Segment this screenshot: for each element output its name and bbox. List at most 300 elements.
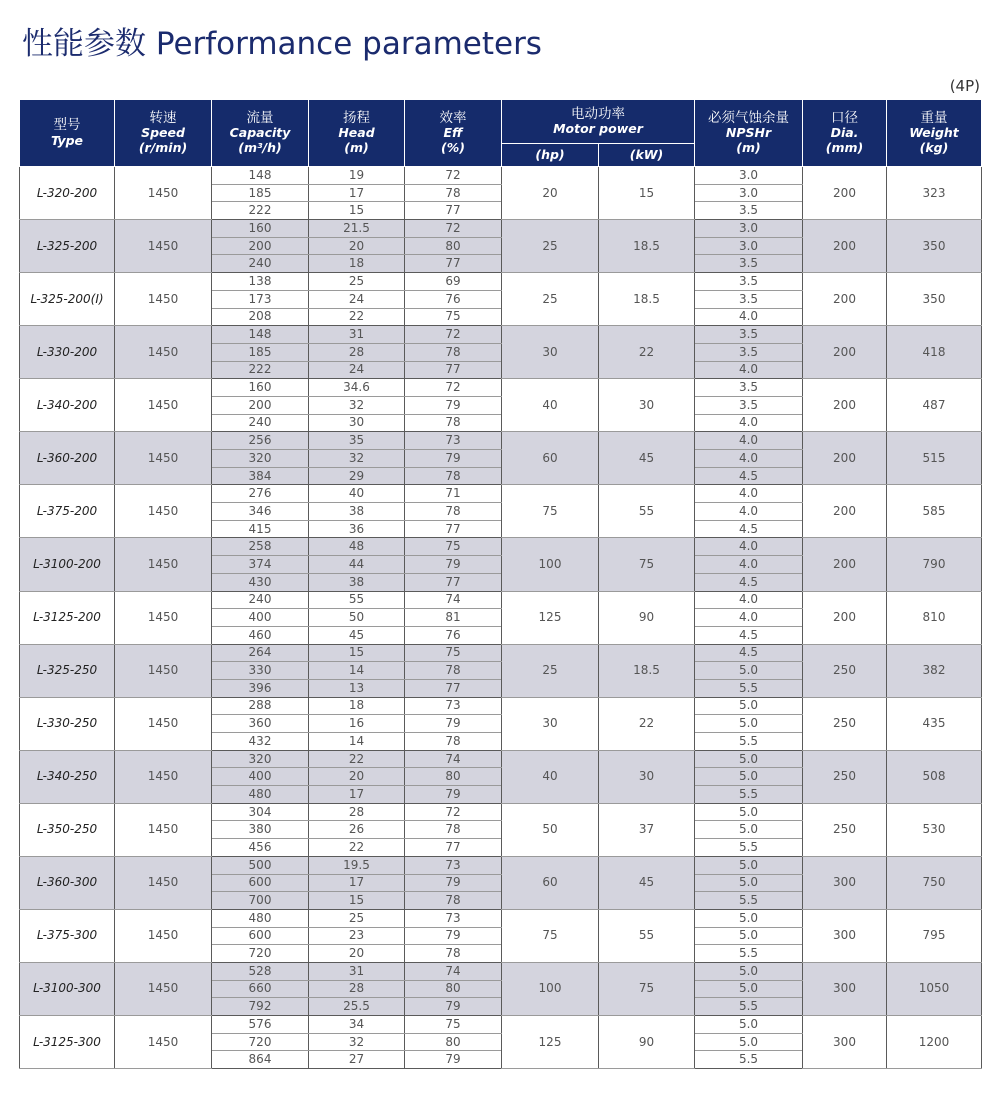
cell-npshr: 5.5 <box>695 733 803 751</box>
cell-head: 50 <box>309 609 405 627</box>
cell-head: 19 <box>309 167 405 185</box>
cell-eff: 74 <box>405 962 502 980</box>
cell-type: L-325-200 <box>20 220 115 273</box>
cell-type: L-360-300 <box>20 856 115 909</box>
unit-note: (4P) <box>949 77 980 95</box>
cell-head: 22 <box>309 839 405 857</box>
cell-npshr: 3.5 <box>695 326 803 344</box>
cell-capacity: 384 <box>212 467 309 485</box>
cell-capacity: 173 <box>212 290 309 308</box>
cell-head: 35 <box>309 432 405 450</box>
cell-speed: 1450 <box>115 220 212 273</box>
cell-motor-kw: 45 <box>599 856 695 909</box>
cell-motor-kw: 30 <box>599 379 695 432</box>
cell-speed: 1450 <box>115 326 212 379</box>
cell-npshr: 5.0 <box>695 1033 803 1051</box>
cell-npshr: 4.5 <box>695 573 803 591</box>
cell-eff: 72 <box>405 379 502 397</box>
cell-head: 24 <box>309 290 405 308</box>
cell-motor-kw: 37 <box>599 803 695 856</box>
cell-eff: 75 <box>405 1016 502 1034</box>
cell-capacity: 660 <box>212 980 309 998</box>
cell-capacity: 160 <box>212 379 309 397</box>
cell-eff: 80 <box>405 980 502 998</box>
cell-head: 14 <box>309 733 405 751</box>
cell-head: 31 <box>309 962 405 980</box>
table-row <box>20 273 982 291</box>
cell-type: L-340-200 <box>20 379 115 432</box>
cell-capacity: 380 <box>212 821 309 839</box>
cell-head: 28 <box>309 980 405 998</box>
cell-speed: 1450 <box>115 1016 212 1069</box>
cell-motor-kw: 30 <box>599 750 695 803</box>
cell-head: 16 <box>309 715 405 733</box>
cell-eff: 78 <box>405 343 502 361</box>
table-row <box>20 750 982 768</box>
cell-weight: 435 <box>887 697 982 750</box>
cell-head: 22 <box>309 308 405 326</box>
cell-capacity: 320 <box>212 750 309 768</box>
cell-eff: 75 <box>405 308 502 326</box>
header-weight: 重量 Weight (kg) <box>887 100 982 167</box>
cell-motor-hp: 20 <box>502 167 599 220</box>
cell-eff: 79 <box>405 786 502 804</box>
table-row <box>20 697 982 715</box>
cell-head: 31 <box>309 326 405 344</box>
cell-head: 34 <box>309 1016 405 1034</box>
cell-npshr: 3.5 <box>695 396 803 414</box>
cell-capacity: 276 <box>212 485 309 503</box>
cell-capacity: 148 <box>212 167 309 185</box>
cell-eff: 72 <box>405 326 502 344</box>
cell-head: 20 <box>309 945 405 963</box>
cell-eff: 77 <box>405 520 502 538</box>
cell-eff: 76 <box>405 290 502 308</box>
cell-speed: 1450 <box>115 750 212 803</box>
cell-motor-hp: 40 <box>502 750 599 803</box>
header-eff: 效率 Eff (%) <box>405 100 502 167</box>
cell-capacity: 528 <box>212 962 309 980</box>
cell-head: 38 <box>309 573 405 591</box>
table-row <box>20 644 982 662</box>
cell-motor-kw: 75 <box>599 538 695 591</box>
cell-npshr: 4.5 <box>695 467 803 485</box>
cell-dia: 200 <box>803 273 887 326</box>
cell-weight: 350 <box>887 220 982 273</box>
table-row <box>20 591 982 609</box>
cell-eff: 80 <box>405 768 502 786</box>
cell-eff: 72 <box>405 803 502 821</box>
cell-npshr: 5.0 <box>695 856 803 874</box>
cell-dia: 250 <box>803 803 887 856</box>
cell-type: L-3125-200 <box>20 591 115 644</box>
cell-head: 21.5 <box>309 220 405 238</box>
cell-capacity: 208 <box>212 308 309 326</box>
cell-eff: 79 <box>405 396 502 414</box>
cell-capacity: 304 <box>212 803 309 821</box>
cell-weight: 1050 <box>887 962 982 1015</box>
cell-head: 45 <box>309 626 405 644</box>
cell-capacity: 160 <box>212 220 309 238</box>
cell-npshr: 5.0 <box>695 980 803 998</box>
cell-motor-kw: 18.5 <box>599 644 695 697</box>
cell-eff: 76 <box>405 626 502 644</box>
cell-npshr: 3.5 <box>695 202 803 220</box>
cell-dia: 250 <box>803 644 887 697</box>
cell-eff: 72 <box>405 167 502 185</box>
cell-eff: 78 <box>405 503 502 521</box>
cell-head: 28 <box>309 343 405 361</box>
cell-dia: 250 <box>803 697 887 750</box>
table-row <box>20 167 982 185</box>
cell-speed: 1450 <box>115 644 212 697</box>
table-row <box>20 220 982 238</box>
cell-capacity: 460 <box>212 626 309 644</box>
cell-capacity: 480 <box>212 909 309 927</box>
cell-eff: 77 <box>405 202 502 220</box>
cell-eff: 78 <box>405 662 502 680</box>
cell-eff: 79 <box>405 874 502 892</box>
cell-motor-kw: 75 <box>599 962 695 1015</box>
cell-eff: 74 <box>405 591 502 609</box>
cell-capacity: 400 <box>212 768 309 786</box>
cell-npshr: 5.5 <box>695 892 803 910</box>
cell-npshr: 4.5 <box>695 626 803 644</box>
table-row <box>20 432 982 450</box>
cell-motor-kw: 90 <box>599 1016 695 1069</box>
cell-motor-kw: 22 <box>599 697 695 750</box>
cell-motor-kw: 55 <box>599 485 695 538</box>
header-motor-kw: (kW) <box>599 144 695 167</box>
header-motor-power: 电动功率 Motor power <box>502 100 695 144</box>
cell-capacity: 430 <box>212 573 309 591</box>
cell-eff: 77 <box>405 255 502 273</box>
cell-type: L-330-200 <box>20 326 115 379</box>
cell-eff: 72 <box>405 220 502 238</box>
cell-capacity: 240 <box>212 591 309 609</box>
cell-capacity: 256 <box>212 432 309 450</box>
cell-weight: 508 <box>887 750 982 803</box>
cell-capacity: 500 <box>212 856 309 874</box>
cell-eff: 73 <box>405 697 502 715</box>
cell-npshr: 5.5 <box>695 839 803 857</box>
cell-type: L-3100-200 <box>20 538 115 591</box>
cell-npshr: 4.5 <box>695 644 803 662</box>
cell-head: 15 <box>309 202 405 220</box>
cell-capacity: 792 <box>212 998 309 1016</box>
cell-type: L-350-250 <box>20 803 115 856</box>
cell-capacity: 456 <box>212 839 309 857</box>
cell-npshr: 4.0 <box>695 538 803 556</box>
cell-dia: 300 <box>803 909 887 962</box>
cell-dia: 200 <box>803 538 887 591</box>
cell-capacity: 415 <box>212 520 309 538</box>
cell-head: 25 <box>309 273 405 291</box>
cell-weight: 487 <box>887 379 982 432</box>
cell-npshr: 4.0 <box>695 432 803 450</box>
cell-eff: 79 <box>405 998 502 1016</box>
cell-eff: 71 <box>405 485 502 503</box>
cell-head: 32 <box>309 450 405 468</box>
cell-capacity: 330 <box>212 662 309 680</box>
cell-npshr: 5.0 <box>695 768 803 786</box>
cell-head: 17 <box>309 184 405 202</box>
cell-speed: 1450 <box>115 856 212 909</box>
cell-capacity: 320 <box>212 450 309 468</box>
cell-dia: 300 <box>803 962 887 1015</box>
cell-npshr: 5.5 <box>695 998 803 1016</box>
cell-weight: 350 <box>887 273 982 326</box>
cell-eff: 78 <box>405 945 502 963</box>
cell-speed: 1450 <box>115 485 212 538</box>
cell-motor-hp: 75 <box>502 485 599 538</box>
cell-head: 55 <box>309 591 405 609</box>
cell-capacity: 576 <box>212 1016 309 1034</box>
cell-dia: 200 <box>803 379 887 432</box>
header-type: 型号 Type <box>20 100 115 167</box>
cell-head: 22 <box>309 750 405 768</box>
cell-motor-hp: 30 <box>502 326 599 379</box>
cell-type: L-375-200 <box>20 485 115 538</box>
cell-npshr: 5.5 <box>695 1051 803 1069</box>
cell-eff: 78 <box>405 821 502 839</box>
cell-speed: 1450 <box>115 803 212 856</box>
cell-motor-kw: 45 <box>599 432 695 485</box>
cell-npshr: 3.5 <box>695 379 803 397</box>
cell-npshr: 5.0 <box>695 874 803 892</box>
cell-npshr: 5.5 <box>695 679 803 697</box>
cell-capacity: 396 <box>212 679 309 697</box>
cell-capacity: 700 <box>212 892 309 910</box>
cell-speed: 1450 <box>115 432 212 485</box>
cell-head: 24 <box>309 361 405 379</box>
cell-eff: 75 <box>405 644 502 662</box>
cell-motor-kw: 90 <box>599 591 695 644</box>
cell-eff: 79 <box>405 1051 502 1069</box>
cell-dia: 250 <box>803 750 887 803</box>
header-capacity: 流量 Capacity (m³/h) <box>212 100 309 167</box>
cell-eff: 80 <box>405 1033 502 1051</box>
cell-npshr: 4.0 <box>695 591 803 609</box>
cell-npshr: 5.0 <box>695 927 803 945</box>
cell-head: 25.5 <box>309 998 405 1016</box>
cell-eff: 74 <box>405 750 502 768</box>
cell-dia: 200 <box>803 485 887 538</box>
cell-head: 48 <box>309 538 405 556</box>
cell-motor-hp: 60 <box>502 432 599 485</box>
cell-eff: 73 <box>405 432 502 450</box>
cell-weight: 795 <box>887 909 982 962</box>
cell-eff: 73 <box>405 909 502 927</box>
cell-eff: 77 <box>405 839 502 857</box>
table-header <box>20 100 982 167</box>
cell-speed: 1450 <box>115 379 212 432</box>
cell-capacity: 222 <box>212 361 309 379</box>
cell-eff: 79 <box>405 927 502 945</box>
cell-motor-kw: 15 <box>599 167 695 220</box>
cell-capacity: 400 <box>212 609 309 627</box>
cell-weight: 382 <box>887 644 982 697</box>
cell-head: 38 <box>309 503 405 521</box>
cell-npshr: 5.0 <box>695 750 803 768</box>
cell-head: 40 <box>309 485 405 503</box>
cell-capacity: 148 <box>212 326 309 344</box>
cell-weight: 1200 <box>887 1016 982 1069</box>
cell-dia: 200 <box>803 432 887 485</box>
cell-dia: 200 <box>803 591 887 644</box>
cell-dia: 200 <box>803 220 887 273</box>
cell-capacity: 720 <box>212 1033 309 1051</box>
cell-eff: 69 <box>405 273 502 291</box>
cell-npshr: 4.5 <box>695 520 803 538</box>
cell-motor-hp: 125 <box>502 591 599 644</box>
cell-eff: 79 <box>405 450 502 468</box>
cell-capacity: 200 <box>212 237 309 255</box>
cell-motor-kw: 55 <box>599 909 695 962</box>
header-dia: 口径 Dia. (mm) <box>803 100 887 167</box>
cell-npshr: 5.0 <box>695 697 803 715</box>
header-speed: 转速 Speed (r/min) <box>115 100 212 167</box>
cell-capacity: 240 <box>212 255 309 273</box>
cell-head: 13 <box>309 679 405 697</box>
cell-capacity: 138 <box>212 273 309 291</box>
table-row <box>20 326 982 344</box>
cell-dia: 300 <box>803 856 887 909</box>
cell-head: 26 <box>309 821 405 839</box>
cell-head: 17 <box>309 874 405 892</box>
cell-speed: 1450 <box>115 962 212 1015</box>
cell-capacity: 240 <box>212 414 309 432</box>
cell-npshr: 5.0 <box>695 821 803 839</box>
cell-type: L-320-200 <box>20 167 115 220</box>
cell-capacity: 864 <box>212 1051 309 1069</box>
cell-npshr: 5.0 <box>695 1016 803 1034</box>
header-motor-hp: (hp) <box>502 144 599 167</box>
table-row <box>20 909 982 927</box>
cell-npshr: 3.5 <box>695 255 803 273</box>
cell-npshr: 3.0 <box>695 237 803 255</box>
cell-eff: 80 <box>405 237 502 255</box>
cell-motor-hp: 75 <box>502 909 599 962</box>
cell-weight: 810 <box>887 591 982 644</box>
cell-type: L-330-250 <box>20 697 115 750</box>
cell-head: 44 <box>309 556 405 574</box>
cell-head: 25 <box>309 909 405 927</box>
cell-head: 17 <box>309 786 405 804</box>
cell-npshr: 4.0 <box>695 450 803 468</box>
cell-head: 19.5 <box>309 856 405 874</box>
performance-table <box>19 99 982 1069</box>
cell-capacity: 222 <box>212 202 309 220</box>
cell-capacity: 360 <box>212 715 309 733</box>
cell-speed: 1450 <box>115 591 212 644</box>
cell-weight: 515 <box>887 432 982 485</box>
cell-motor-hp: 25 <box>502 220 599 273</box>
cell-speed: 1450 <box>115 273 212 326</box>
cell-weight: 585 <box>887 485 982 538</box>
cell-npshr: 5.0 <box>695 962 803 980</box>
cell-head: 29 <box>309 467 405 485</box>
table-row <box>20 962 982 980</box>
cell-motor-hp: 25 <box>502 644 599 697</box>
cell-head: 15 <box>309 644 405 662</box>
cell-head: 20 <box>309 237 405 255</box>
cell-weight: 418 <box>887 326 982 379</box>
cell-weight: 750 <box>887 856 982 909</box>
cell-speed: 1450 <box>115 697 212 750</box>
cell-capacity: 432 <box>212 733 309 751</box>
cell-eff: 78 <box>405 414 502 432</box>
table-row <box>20 1016 982 1034</box>
cell-head: 32 <box>309 1033 405 1051</box>
cell-speed: 1450 <box>115 538 212 591</box>
cell-eff: 78 <box>405 733 502 751</box>
cell-capacity: 258 <box>212 538 309 556</box>
cell-speed: 1450 <box>115 167 212 220</box>
cell-type: L-325-200(I) <box>20 273 115 326</box>
cell-npshr: 4.0 <box>695 609 803 627</box>
table-row <box>20 856 982 874</box>
cell-head: 27 <box>309 1051 405 1069</box>
cell-eff: 73 <box>405 856 502 874</box>
table-body <box>20 167 982 1069</box>
cell-npshr: 5.0 <box>695 803 803 821</box>
cell-motor-hp: 125 <box>502 1016 599 1069</box>
cell-capacity: 200 <box>212 396 309 414</box>
cell-npshr: 3.5 <box>695 273 803 291</box>
cell-npshr: 4.0 <box>695 414 803 432</box>
cell-head: 15 <box>309 892 405 910</box>
cell-eff: 79 <box>405 556 502 574</box>
cell-eff: 78 <box>405 184 502 202</box>
cell-type: L-360-200 <box>20 432 115 485</box>
cell-motor-hp: 40 <box>502 379 599 432</box>
table-row <box>20 379 982 397</box>
cell-npshr: 4.0 <box>695 556 803 574</box>
cell-dia: 300 <box>803 1016 887 1069</box>
cell-npshr: 5.0 <box>695 909 803 927</box>
cell-capacity: 720 <box>212 945 309 963</box>
cell-motor-kw: 22 <box>599 326 695 379</box>
cell-npshr: 5.5 <box>695 945 803 963</box>
cell-motor-hp: 100 <box>502 962 599 1015</box>
cell-capacity: 480 <box>212 786 309 804</box>
cell-capacity: 374 <box>212 556 309 574</box>
cell-capacity: 185 <box>212 343 309 361</box>
cell-npshr: 3.0 <box>695 184 803 202</box>
cell-motor-hp: 100 <box>502 538 599 591</box>
cell-head: 18 <box>309 697 405 715</box>
cell-npshr: 4.0 <box>695 503 803 521</box>
cell-head: 20 <box>309 768 405 786</box>
cell-head: 32 <box>309 396 405 414</box>
cell-type: L-375-300 <box>20 909 115 962</box>
cell-head: 18 <box>309 255 405 273</box>
cell-capacity: 600 <box>212 874 309 892</box>
cell-motor-hp: 60 <box>502 856 599 909</box>
cell-npshr: 4.0 <box>695 485 803 503</box>
cell-npshr: 4.0 <box>695 361 803 379</box>
cell-weight: 323 <box>887 167 982 220</box>
cell-eff: 78 <box>405 467 502 485</box>
cell-npshr: 3.0 <box>695 167 803 185</box>
cell-head: 34.6 <box>309 379 405 397</box>
cell-head: 30 <box>309 414 405 432</box>
cell-type: L-3125-300 <box>20 1016 115 1069</box>
cell-eff: 75 <box>405 538 502 556</box>
cell-capacity: 600 <box>212 927 309 945</box>
cell-npshr: 5.0 <box>695 662 803 680</box>
